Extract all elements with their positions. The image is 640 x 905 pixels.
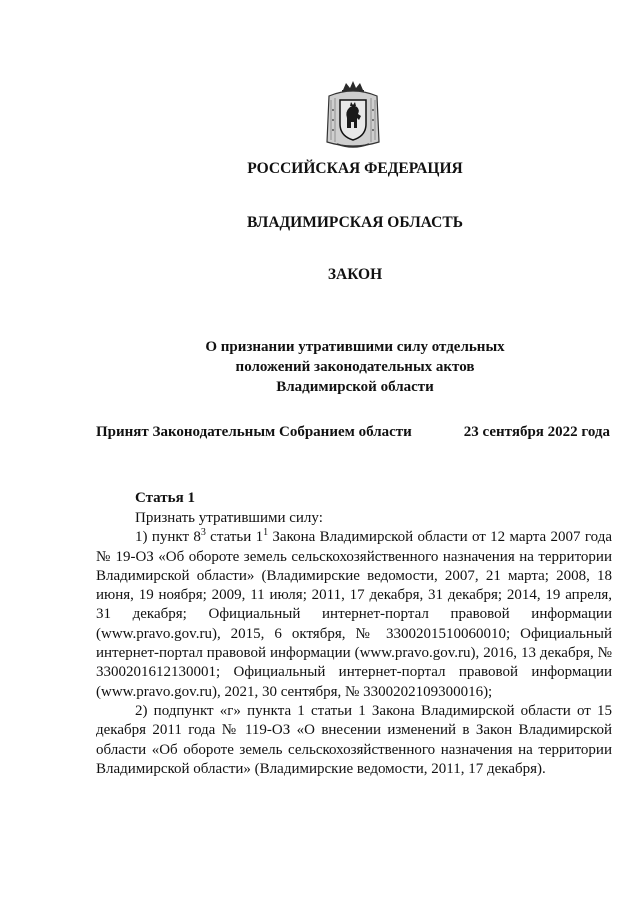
article-intro: Признать утратившими силу: [135,510,323,526]
coat-of-arms-emblem [323,80,383,152]
article-body [96,509,612,779]
region-heading: ВЛАДИМИРСКАЯ ОБЛАСТЬ [247,214,463,231]
article-heading: Статья 1 [135,490,195,506]
item-1-part: статьи 1 [205,529,264,546]
country-heading: РОССИЙСКАЯ ФЕДЕРАЦИЯ [247,160,463,177]
item-1-text: Закона Владимирской области от 12 марта 2007 года № 19-ОЗ «Об обороте земель сельскохозяйственного назначения на территории Владимирской области» (Владимирские ведомости, 2007, 21 марта; 2008, 18 июня, 19 ноября; 2009, 11 июля; 2011, 17 декабря, 31 декабря; 2014, 19 апреля, 31 декабря; Официальный интернет-портал правовой информации (www.pravo.gov.ru), 2015, 6 октября, № 3300201510060010; Официальный интернет-портал правовой информации (www.pravo.gov.ru), 2016, 13 декабря, № 3300201612130001; Официальный интернет-портал правовой информации (www.pravo.gov.ru), 2021, 30 сентября, № 3300202109300016); [96,529,612,700]
superscript: 3 [200,527,206,539]
adoption-line [96,424,610,441]
adoption-date: 23 сентября 2022 года [463,424,610,440]
law-title-line: Владимирской области [276,379,434,395]
superscript: 1 [263,527,269,539]
law-title-line: О признании утратившими силу отдельных [205,339,505,355]
article-item-2: 2) подпункт «г» пункта 1 статьи 1 Закона Владимирской области от 15 декабря 2011 года № 119-ОЗ «О внесении изменений в Закон Владимирской области «Об обороте земель сельскохозяйственного назначения на территории Владимирской области» (Владимирские ведомости, 2011, 17 декабря). [96,702,612,777]
article-item-1 [96,528,612,702]
adopted-by: Принят Законодательным Собранием области [96,424,412,440]
item-1-part: 1) пункт 8 [135,529,201,546]
document-type-heading: ЗАКОН [327,266,383,283]
law-title-line: положений законодательных актов [235,359,475,375]
law-title [0,337,640,397]
